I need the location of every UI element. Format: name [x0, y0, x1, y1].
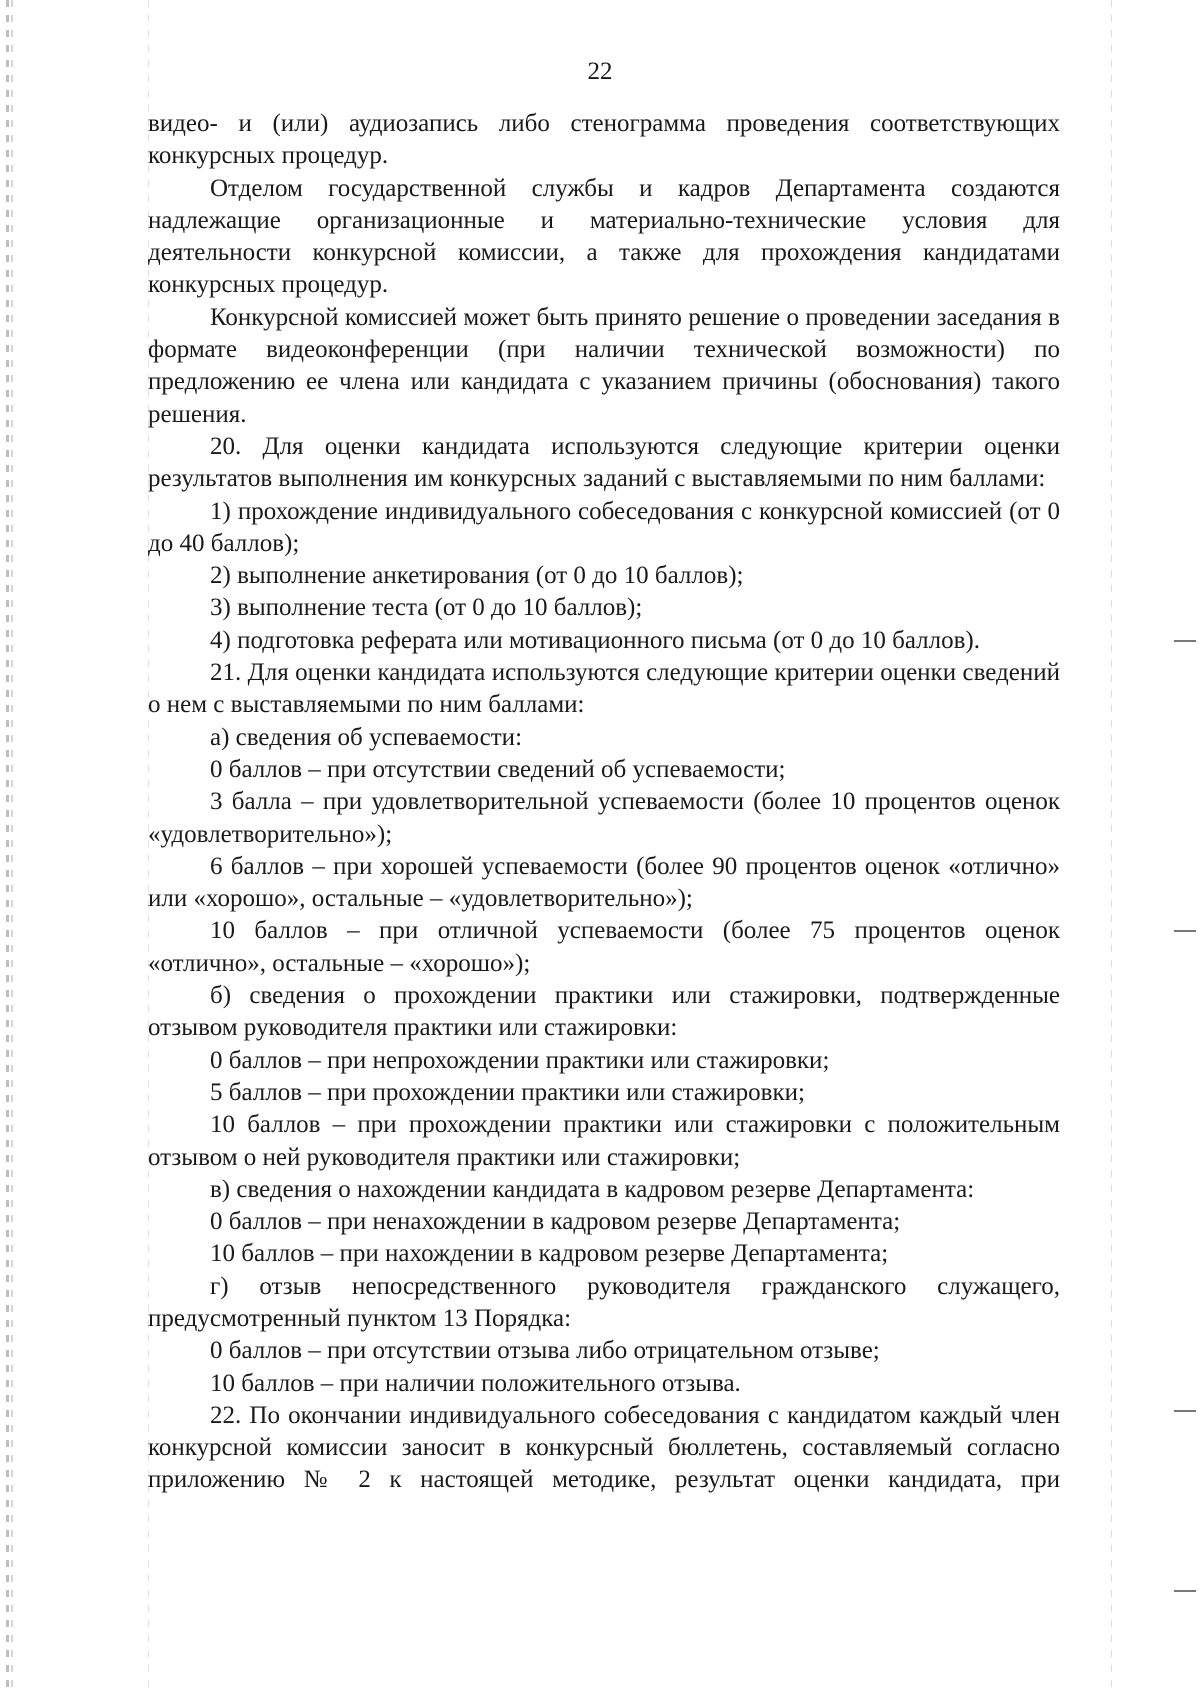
- paragraph: Конкурсной комиссией может быть принято решение о проведении заседания в формате видеоконференции (при наличии технической возможности) по предложению ее члена или кандидата с указанием причины (обоснования) такого решения.: [148, 303, 1060, 428]
- list-item: 5 баллов – при прохождении практики или стажировки;: [210, 1078, 805, 1106]
- scan-mark: [1174, 1410, 1196, 1412]
- list-item: 6 баллов – при хорошей успеваемости (более 90 процентов оценок «отлично» или «хорошо», остальные – «удовлетворительно»);: [148, 852, 1060, 913]
- list-item: 3 балла – при удовлетворительной успеваемости (более 10 процентов оценок «удовлетворительно»);: [148, 788, 1060, 848]
- scan-edge-left: [6, 0, 9, 1694]
- paragraph: видео- и (или) аудиозапись либо стенограмма проведения соответствующих конкурсных процедур.: [148, 110, 1060, 170]
- list-item: б) сведения о прохождении практики или стажировки, подтвержденные отзывом руководителя практики или стажировки:: [148, 982, 1060, 1042]
- list-item: 1) прохождение индивидуального собеседования с конкурсной комиссией (от 0 до 40 баллов);: [148, 497, 1060, 557]
- scan-edge-right: [1111, 0, 1112, 1694]
- paragraph: Отделом государственной службы и кадров Департамента создаются надлежащие организационные и материально-технические условия для деятельности конкурсной комиссии, а также для прохождения кандидатами конкурсных процедур.: [148, 174, 1060, 299]
- list-item: 10 баллов – при отличной успеваемости (более 75 процентов оценок «отлично», остальные – «хорошо»);: [148, 917, 1060, 977]
- scan-edge-left-inner: [11, 0, 13, 1694]
- page-number: 22: [587, 58, 613, 85]
- scan-mark: [1174, 1590, 1196, 1592]
- list-item: а) сведения об успеваемости:: [210, 723, 523, 751]
- paragraph: 22. По окончании индивидуального собеседования с кандидатом каждый член конкурсной комиссии заносит в конкурсный бюллетень, составляемый согласно приложению № 2 к настоящей методике, результат оценки кандидата, при: [148, 1401, 1060, 1494]
- list-item: 0 баллов – при отсутствии сведений об успеваемости;: [210, 755, 786, 783]
- scan-mark: [1174, 930, 1196, 932]
- list-item: г) отзыв непосредственного руководителя гражданского служащего, предусмотренный пунктом 13 Порядка:: [148, 1272, 1060, 1332]
- list-item: 10 баллов – при прохождении практики или стажировки с положительным отзывом о ней руководителя практики или стажировки;: [148, 1111, 1060, 1171]
- list-item: 3) выполнение теста (от 0 до 10 баллов);: [210, 594, 643, 622]
- list-item: 0 баллов – при ненахождении в кадровом резерве Департамента;: [210, 1208, 901, 1236]
- list-item: 0 баллов – при отсутствии отзыва либо отрицательном отзыве;: [210, 1337, 880, 1365]
- list-item: 10 баллов – при нахождении в кадровом резерве Департамента;: [210, 1240, 889, 1268]
- list-item: 0 баллов – при непрохождении практики или стажировки;: [210, 1046, 830, 1074]
- paragraph: 21. Для оценки кандидата используются следующие критерии оценки сведений о нем с выставляемыми по ним баллами:: [148, 659, 1060, 719]
- list-item: 10 баллов – при наличии положительного отзыва.: [210, 1369, 741, 1397]
- scan-mark: [1174, 640, 1196, 642]
- list-item: в) сведения о нахождении кандидата в кадровом резерве Департамента:: [210, 1175, 975, 1203]
- paragraph: 20. Для оценки кандидата используются следующие критерии оценки результатов выполнения им конкурсных заданий с выставляемыми по ним баллами:: [148, 432, 1060, 493]
- list-item: 2) выполнение анкетирования (от 0 до 10 баллов);: [210, 562, 744, 590]
- document-body: [148, 108, 1060, 1497]
- list-item: 4) подготовка реферата или мотивационного письма (от 0 до 10 баллов).: [210, 626, 980, 654]
